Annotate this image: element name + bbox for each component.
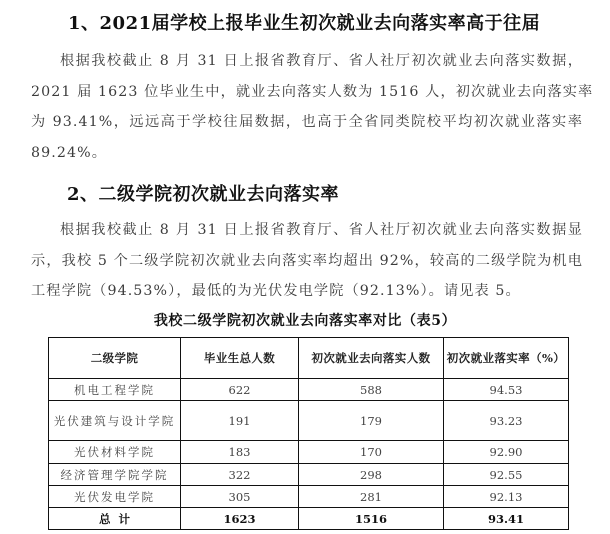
cell-graduates: 305 [181,486,299,508]
section-2-paragraph [31,215,583,307]
cell-employed: 298 [299,464,444,486]
header-rate: 初次就业落实率（%） [444,338,569,379]
cell-employed: 281 [299,486,444,508]
header-graduates: 毕业生总人数 [181,338,299,379]
paragraph-line: 工程学院（94.53%），最低的为光伏发电学院（92.13%）。请见表 5。 [31,283,521,300]
paragraph-line: 根据我校截止 8 月 31 日上报省教育厅、省人社厅初次就业去向落实数据显 [60,222,583,238]
table-row [49,401,569,441]
table-row [49,464,569,486]
header-employed: 初次就业去向落实人数 [299,338,444,379]
paragraph-line: 89.24%。 [31,144,107,161]
header-college: 二级学院 [49,338,181,379]
table-header-row [49,338,569,379]
cell-employed: 179 [299,401,444,441]
cell-employed: 588 [299,379,444,401]
paragraph-line: 为 93.41%，远远高于学校往届数据，也高于全省同类院校平均初次就业落实率 [31,114,583,131]
cell-graduates: 322 [181,464,299,486]
cell-rate: 92.55 [444,464,569,486]
cell-college: 机电工程学院 [49,379,181,401]
cell-college: 光伏材料学院 [49,441,181,464]
cell-college: 光伏建筑与设计学院 [49,401,181,441]
cell-total-graduates: 1623 [181,508,299,530]
cell-employed: 170 [299,441,444,464]
table-total-row [49,508,569,530]
cell-graduates: 191 [181,401,299,441]
cell-total-employed: 1516 [299,508,444,530]
section-1-heading: 1、2021届学校上报毕业生初次就业去向落实率高于往届 [68,13,541,34]
cell-rate: 92.90 [444,441,569,464]
paragraph-line: 2021 届 1623 位毕业生中，就业去向落实人数为 1516 人，初次就业去向落实率 [31,83,594,100]
college-employment-table [48,337,569,530]
cell-rate: 92.13 [444,486,569,508]
cell-college: 经济管理学院学院 [49,464,181,486]
cell-college: 光伏发电学院 [49,486,181,508]
cell-graduates: 183 [181,441,299,464]
section-2-heading: 2、二级学院初次就业去向落实率 [67,184,340,205]
table-row [49,486,569,508]
section-1-paragraph [31,46,594,168]
table-row [49,379,569,401]
paragraph-line: 示，我校 5 个二级学院初次就业去向落实率均超出 92%，较高的二级学院为机电 [31,252,583,269]
cell-total-label: 总 计 [49,508,181,530]
cell-total-rate: 93.41 [444,508,569,530]
cell-rate: 94.53 [444,379,569,401]
cell-graduates: 622 [181,379,299,401]
table-row [49,441,569,464]
table-title: 我校二级学院初次就业去向落实率对比（表5） [153,313,457,329]
paragraph-line: 根据我校截止 8 月 31 日上报省教育厅、省人社厅初次就业去向落实数据， [60,53,583,69]
cell-rate: 93.23 [444,401,569,441]
